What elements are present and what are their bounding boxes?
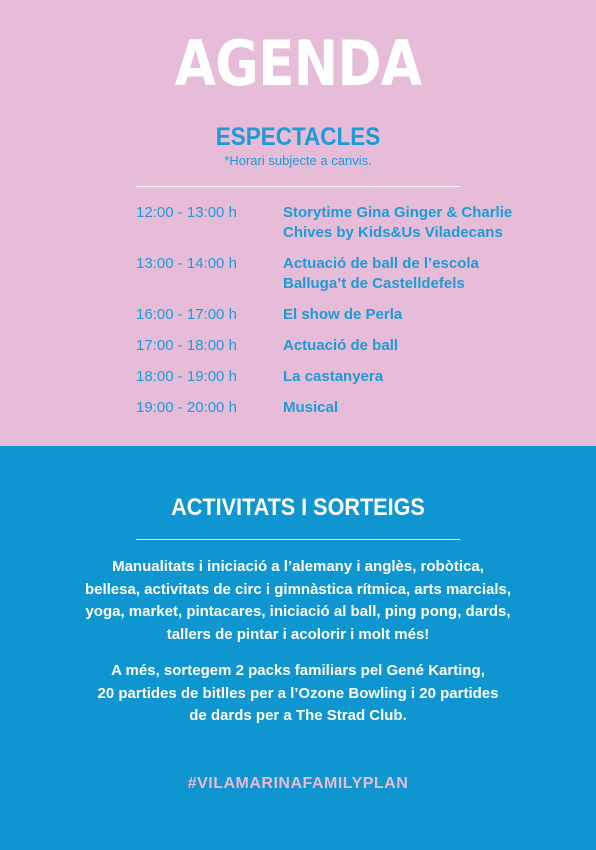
event-line: La castanyera (283, 368, 384, 385)
schedule-time: 13:00 - 14:00 h (136, 255, 237, 272)
raffle-paragraph (30, 660, 566, 728)
event-line: Actuació de ball (283, 337, 399, 354)
schedule-note: *Horari subjecte a canvis. (224, 153, 372, 168)
schedule-list (136, 203, 556, 429)
section-title-activitats: ACTIVITATS I SORTEIGS (171, 494, 425, 521)
event-line: Storytime Gina Ginger & Charlie (283, 204, 513, 221)
paragraph-line: de dards per a The Strad Club. (189, 707, 407, 724)
schedule-row (136, 203, 556, 243)
schedule-time: 16:00 - 17:00 h (136, 306, 237, 323)
schedule-time: 19:00 - 20:00 h (136, 399, 237, 416)
schedule-time: 17:00 - 18:00 h (136, 337, 237, 354)
page-title: AGENDA (174, 27, 422, 100)
paragraph-line: Manualitats i iniciació a l’alemany i anglès, robòtica, (112, 558, 484, 575)
schedule-event (283, 254, 479, 294)
schedule-time: 12:00 - 13:00 h (136, 204, 237, 221)
schedule-row (136, 336, 556, 356)
activities-paragraph (30, 556, 566, 646)
paragraph-line: bellesa, activitats de circ i gimnàstica rítmica, arts marcials, (84, 580, 512, 598)
schedule-time: 18:00 - 19:00 h (136, 368, 237, 385)
schedule-row (136, 367, 556, 387)
divider (136, 539, 460, 540)
schedule-event (283, 398, 338, 418)
schedule-event (283, 203, 512, 243)
schedule-event (283, 336, 398, 356)
activities-section (0, 446, 596, 850)
schedule-row (136, 305, 556, 325)
schedule-event (283, 305, 402, 325)
event-line: Musical (283, 399, 339, 416)
schedule-row (136, 398, 556, 418)
event-line: Chives by Kids&Us Viladecans (283, 224, 503, 241)
paragraph-line: yoga, market, pintacares, iniciació al ball, ping pong, dards, (85, 603, 511, 620)
schedule-row (136, 254, 556, 294)
divider (136, 186, 460, 187)
paragraph-line: A més, sortegem 2 packs familiars pel Gené Karting, (111, 662, 485, 679)
section-title-espectacles: ESPECTACLES (215, 123, 381, 151)
event-line: Balluga’t de Castelldefels (283, 275, 465, 292)
paragraph-line: 20 partides de bitlles per a l’Ozone Bowling i 20 partides (97, 684, 499, 702)
event-line: El show de Perla (283, 306, 403, 323)
hashtag: #VILAMARINAFAMILYPLAN (187, 775, 409, 792)
schedule-event (283, 367, 383, 387)
event-line: Actuació de ball de l’escola (283, 255, 479, 272)
paragraph-line: tallers de pintar i acolorir i molt més! (166, 625, 430, 643)
